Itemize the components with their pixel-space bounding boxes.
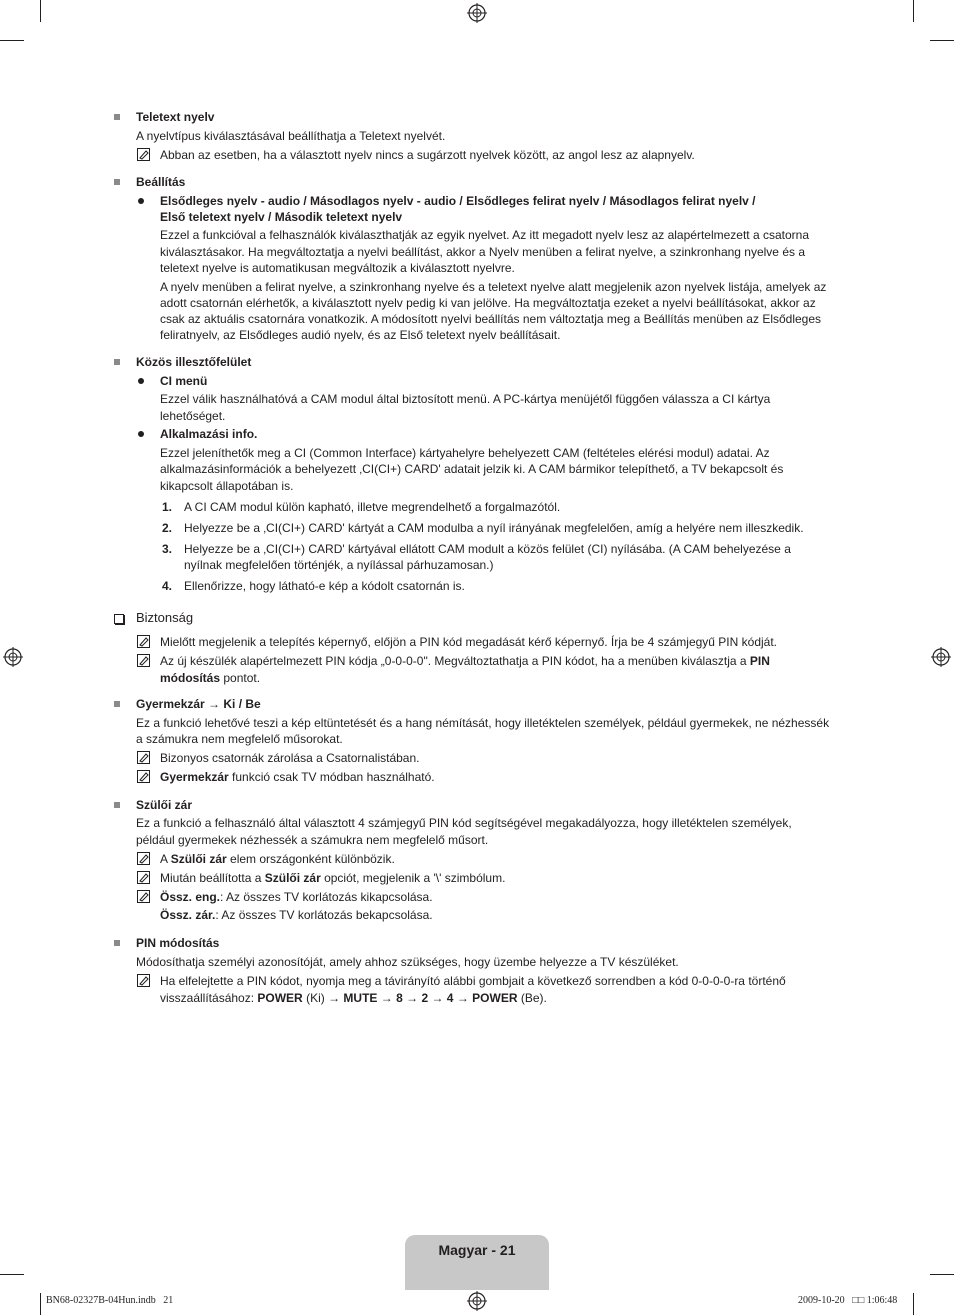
section-heading-kozos: Közös illesztőfelület [136,355,252,369]
note-text-part: elem országonként különbözik. [226,852,395,866]
paragraph-line: Ez a funkció lehetővé teszi a kép eltüntetését és a hang némítását, hogy illetéktelen személyek, például gyermekek, ne nézhessék [136,716,830,730]
note-text [160,907,433,923]
step-number: 4. [162,579,173,593]
paragraph-line: kikapcsolt állapotában is. [160,479,294,493]
crop-mark [0,1274,24,1275]
print-slug-date: 2009-10-20 □□ 1:06:48 [798,1295,898,1306]
round-bullet-icon [138,198,144,204]
step-number: 1. [162,500,173,514]
note-text-part: → [453,991,473,1005]
note-text-bold: Gyermekzár [160,770,229,784]
note-text-part: pontot. [220,671,261,685]
paragraph-line: például gyermekek nézhessék a számukra nem megfelelő műsort. [136,833,489,847]
crop-mark [913,0,914,22]
note-text-bold: Össz. zár. [160,908,216,922]
note-text-bold: Össz. eng. [160,890,221,904]
step-number: 3. [162,542,173,556]
section-heading-beallitas: Beállítás [136,175,186,189]
page-number: Magyar - 21 [438,1242,516,1258]
paragraph-line: adott csatornán elérhetők, a kiválasztott nyelv pedig ki van jelölve. Ha megváltoztatja ezeket a nyelvi beállításokat, akkor az [160,296,816,310]
key-2: 2 [421,991,429,1005]
note-icon [137,871,150,884]
note-text-bold: Szülői zár [264,871,321,885]
square-bullet-icon [114,701,120,707]
note-icon [137,770,150,783]
key-power: POWER [472,991,518,1005]
section-heading-gyermekzar: Gyermekzár → Ki / Be [136,697,261,711]
note-text [160,851,395,867]
note-text-part: : Az összes TV korlátozás kikapcsolása. [220,890,433,904]
note-text-part: Az új készülék alapértelmezett PIN kódja „0-0-0-0". Megváltoztathatja a PIN kódot, ha a menüben kiválasztja a [160,654,750,668]
paragraph-line: a számukra nem megfelelő műsorokat. [136,732,343,746]
note-text [160,870,505,886]
square-bullet-icon [114,940,120,946]
step-text: Helyezze be a ‚CI(CI+) CARD' kártyával ellátott CAM modult a közös felület (CI) nyílásába. (A CAM behelyezése a [184,542,791,556]
section-heading-teletext: Teletext nyelv [136,110,215,124]
square-bullet-icon [114,179,120,185]
key-mute: MUTE [343,991,378,1005]
registration-mark-icon [931,647,951,667]
note-text-part: : Az összes TV korlátozás bekapcsolása. [215,908,433,922]
note-icon [137,148,150,161]
paragraph-line: lehetőséget. [160,409,226,423]
note-text-part: (Ki) → [302,991,344,1005]
note-text [160,670,260,686]
step-text: Ellenőrizze, hogy látható-e kép a kódolt csatornán is. [184,579,465,593]
note-text-part: → [377,991,397,1005]
note-text-bold: Szülői zár [170,852,227,866]
note-text [160,990,547,1006]
note-icon [137,654,150,667]
note-text-bold: PIN [749,654,770,668]
step-text: A CI CAM modul külön kapható, illetve megrendelhető a forgalmazótól. [184,500,561,514]
paragraph: A nyelvtípus kiválasztásával beállíthatja a Teletext nyelvét. [136,129,446,143]
note-icon [137,852,150,865]
section-heading-szuloi: Szülői zár [136,798,193,812]
note-text: Mielőtt megjelenik a telepítés képernyő, előjön a PIN kód megadását kérő képernyő. Írja be 4 számjegyű PIN kódját. [160,635,777,649]
note-text-part: → [428,991,447,1005]
step-text: nyílnak megfelelően történjék, a nyílással párhuzamosan.) [184,558,494,572]
bullet-title: Elsődleges nyelv - audio / Másodlagos nyelv - audio / Elsődleges felirat nyelv / Másodlagos felirat nyelv / [160,194,756,208]
note-icon [137,635,150,648]
section-heading-pin: PIN módosítás [136,936,220,950]
paragraph-line: kiválasztásakor. Ha megváltoztatja a nyelvi beállítást, akkor a Nyelv menüben a felirat nyelve, a szinkronhang nyelve és a [160,245,805,259]
note-text: Bizonyos csatornák zárolása a Csatornalistában. [160,751,420,765]
paragraph-line: Ez a funkció a felhasználó által választott 4 számjegyű PIN kód segítségével megakadályozza, hogy illetéktelen személyek, [136,816,792,830]
crop-mark [913,1293,914,1315]
paragraph-line: alkalmazásinformációk a behelyezett ‚CI(CI+) CARD' adatait jelzik ki. A CAM bármikor telepíthető, a TV bekapcsolt és [160,462,784,476]
key-8: 8 [396,991,403,1005]
square-bullet-icon [114,359,120,365]
square-bullet-icon [114,802,120,808]
paragraph: Módosíthatja személyi azonosítóját, amely ahhoz szükséges, hogy üzembe helyezze a TV készüléket. [136,955,679,969]
note-icon [137,974,150,987]
bullet-title: Alkalmazási info. [160,427,258,441]
note-text [160,769,435,785]
paragraph-line: feliratnyelv, az Elsődleges audió nyelv, és az Első teletext nyelv beállításait. [160,328,561,342]
note-icon [137,890,150,903]
note-text-part: visszaállításához: [160,991,258,1005]
key-power: POWER [257,991,303,1005]
note-text-part: funkció csak TV módban használható. [228,770,435,784]
note-text-part: → [402,991,422,1005]
paragraph-line: A nyelv menüben a felirat nyelve, a szinkronhang nyelve és a teletext nyelve alatt megjelenik azon nyelvek listája, amelyek az [160,280,827,294]
registration-mark-icon [467,1291,487,1311]
note-text [160,889,433,905]
square-bullet-icon [114,114,120,120]
key-4: 4 [446,991,454,1005]
note-text-part: opciót, megjelenik a '\' szimbólum. [320,871,506,885]
bullet-title: CI menü [160,374,208,388]
print-slug-file: BN68-02327B-04Hun.indb 21 [46,1295,174,1306]
paragraph-line: csak az aktuális csatornára vonatkozik. A módosított nyelvi beállítás nem változtatja meg a Beállítás menüben az Elsődleges [160,312,822,326]
bullet-title: Első teletext nyelv / Második teletext nyelv [160,210,403,224]
note-text-part: Miután beállította a [160,871,265,885]
crop-mark [0,40,24,41]
registration-mark-icon [3,647,23,667]
step-text: Helyezze be a ‚CI(CI+) CARD' kártyát a CAM modulba a nyíl irányának megfelelően, amíg a helyére nem illeszkedik. [184,521,804,535]
registration-mark-icon [467,3,487,23]
note-text: Abban az esetben, ha a választott nyelv nincs a sugárzott nyelvek között, az angol lesz az alapnyelv. [160,148,695,162]
checkbox-bullet-icon [114,614,124,624]
paragraph-line: Ezzel jeleníthetők meg a CI (Common Interface) kártyahelyre behelyezett CAM (feltételes elérési modul) adatai. Az [160,446,770,460]
round-bullet-icon [138,431,144,437]
note-text-part: (Be). [517,991,547,1005]
note-text-part: A [160,852,171,866]
note-text: Ha elfelejtette a PIN kódot, nyomja meg a távirányító alábbi gombjait a következő sorrendben a kód 0-0-0-0-ra történő [160,974,786,988]
paragraph-line: teletext nyelve is automatikusan megváltozik a kiválasztott nyelvre. [160,261,515,275]
crop-mark [930,40,954,41]
crop-mark [40,0,41,22]
paragraph-line: Ezzel a funkcióval a felhasználók kiválaszthatják az egyik nyelvet. Az itt megadott nyelv lesz az alapértelmezett a csatorna [160,228,809,242]
step-number: 2. [162,521,173,535]
section-heading-biztonsag: Biztonság [136,610,194,625]
note-text-bold: módosítás [160,671,221,685]
note-text [160,653,770,669]
paragraph-line: Ezzel válik használhatóvá a CAM modul által biztosított menü. A PC-kártya menüjétől függően válassza a CI kártya [160,392,771,406]
note-icon [137,751,150,764]
crop-mark [40,1293,41,1315]
round-bullet-icon [138,378,144,384]
crop-mark [930,1274,954,1275]
